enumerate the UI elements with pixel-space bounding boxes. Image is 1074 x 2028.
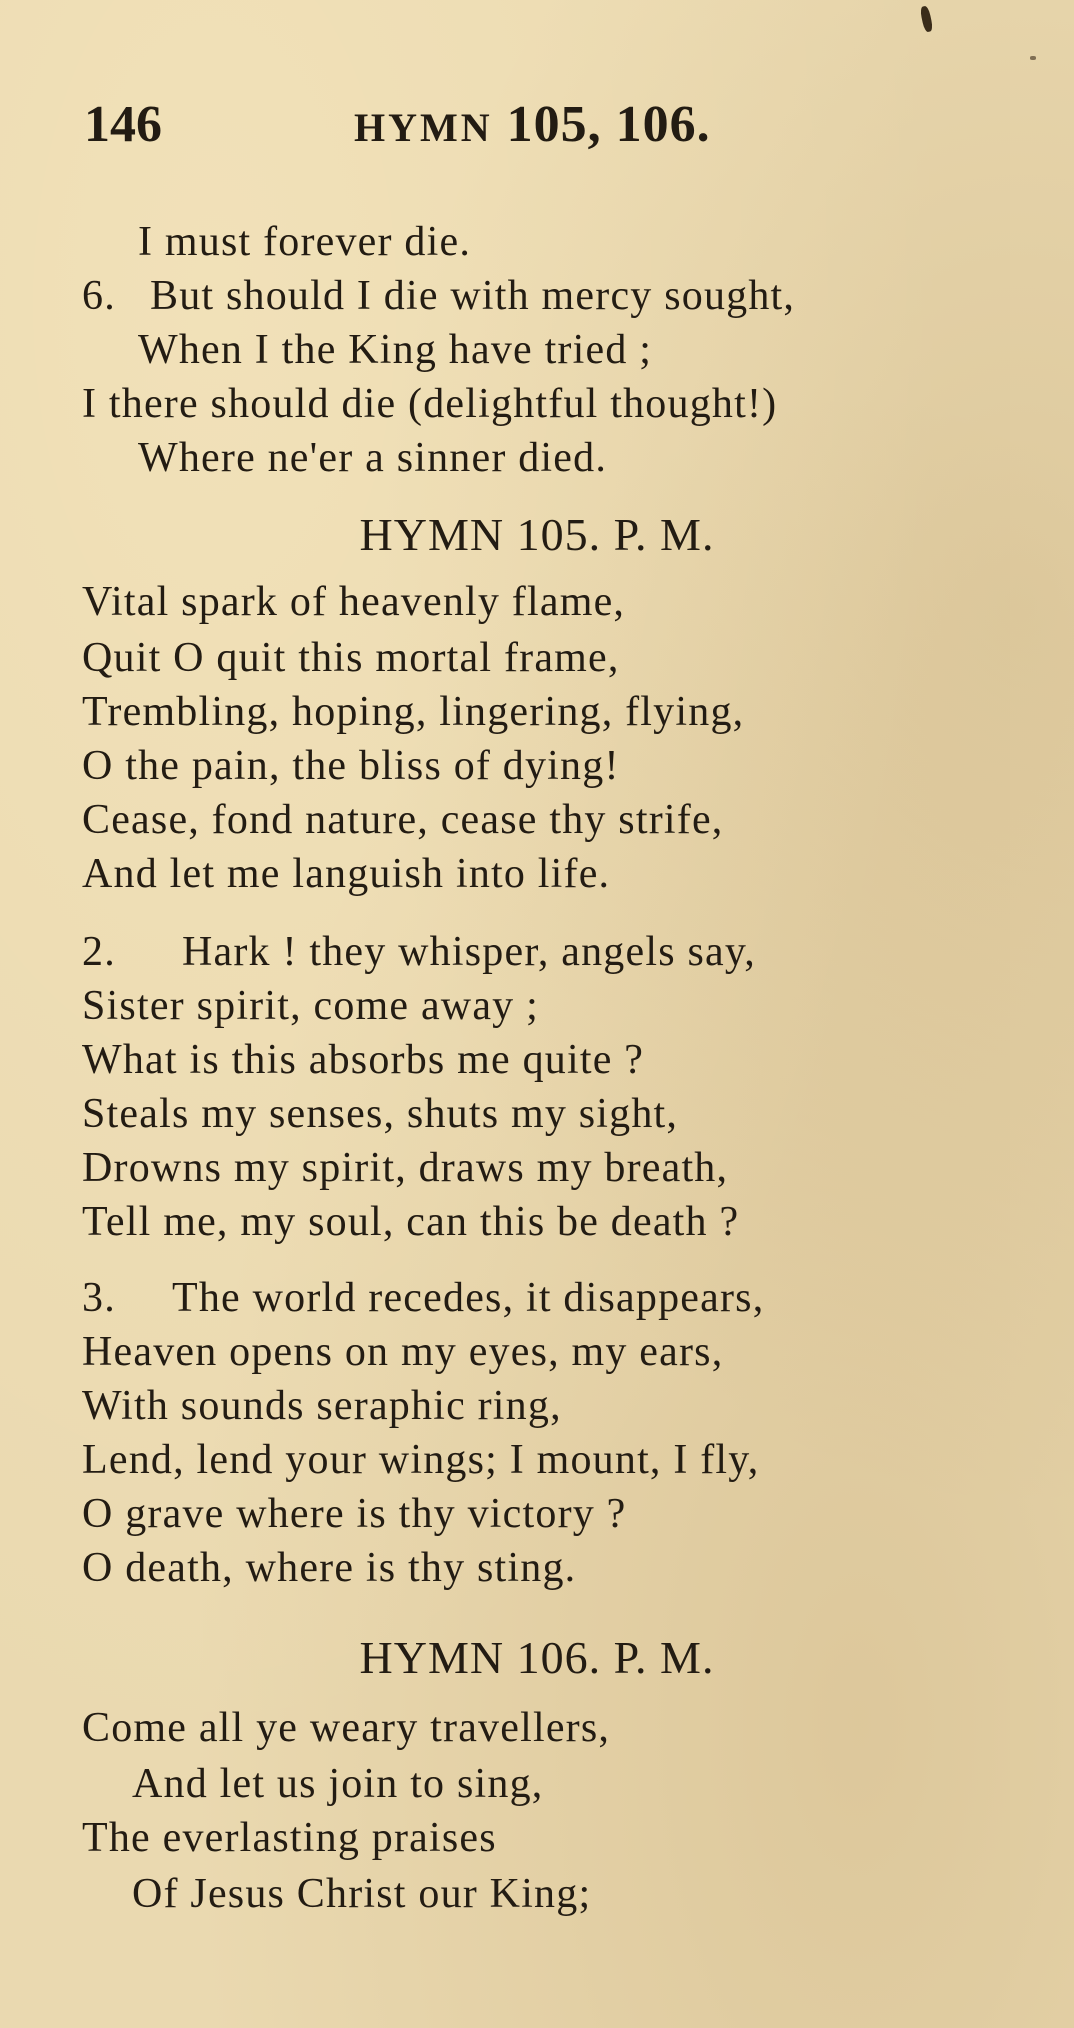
verse-line: I there should die (delightful thought!) — [82, 381, 778, 427]
verse-line: Heaven opens on my eyes, my ears, — [82, 1329, 724, 1375]
stanza-number: 2. — [82, 929, 116, 975]
verse-line: Of Jesus Christ our King; — [132, 1871, 592, 1917]
verse-line: Steals my senses, shuts my sight, — [82, 1091, 679, 1137]
verse-line: Vital spark of heavenly flame, — [82, 579, 626, 625]
verse-text: Hark ! they whisper, angels say, — [182, 929, 757, 975]
page-header — [84, 90, 984, 160]
verse-line — [82, 268, 795, 324]
verse-line: Where ne'er a sinner died. — [138, 435, 608, 481]
verse-line: Cease, fond nature, cease thy strife, — [82, 797, 724, 843]
verse-line: When I the King have tried ; — [138, 327, 653, 373]
running-title — [354, 90, 711, 163]
verse-line: And let us join to sing, — [132, 1761, 544, 1807]
ink-blot — [919, 5, 933, 32]
hymn-106-title: HYMN 106. P. M. — [359, 1632, 715, 1683]
verse-line: What is this absorbs me quite ? — [82, 1037, 645, 1083]
verse-line: Quit O quit this mortal frame, — [82, 635, 620, 681]
verse-line — [82, 924, 756, 980]
verse-line: I must forever die. — [138, 219, 472, 265]
running-title-numbers: 105, 106. — [506, 96, 711, 153]
verse-line: Come all ye weary travellers, — [82, 1705, 611, 1751]
verse-line — [82, 1270, 764, 1326]
verse-text: The world recedes, it disappears, — [172, 1275, 765, 1321]
ink-speck — [1030, 56, 1036, 60]
verse-line: O the pain, the bliss of dying! — [82, 743, 620, 789]
verse-line: Trembling, hoping, lingering, flying, — [82, 689, 745, 735]
page-number: 146 — [84, 96, 162, 153]
verse-line: And let me languish into life. — [82, 851, 611, 897]
verse-line: Tell me, my soul, can this be death ? — [82, 1199, 740, 1245]
verse-line: The everlasting praises — [82, 1815, 497, 1861]
stanza-number: 6. — [82, 273, 116, 319]
verse-line: Lend, lend your wings; I mount, I fly, — [82, 1437, 760, 1483]
verse-line: Drowns my spirit, draws my breath, — [82, 1145, 729, 1191]
verse-line: Sister spirit, come away ; — [82, 983, 539, 1029]
hymn-105-title: HYMN 105. P. M. — [359, 509, 715, 560]
stanza-number: 3. — [82, 1275, 116, 1321]
verse-line: O grave where is thy victory ? — [82, 1491, 627, 1537]
verse-line: O death, where is thy sting. — [82, 1545, 577, 1591]
verse-text: But should I die with mercy sought, — [150, 273, 796, 319]
verse-line: With sounds seraphic ring, — [82, 1383, 562, 1429]
running-title-word: HYMN — [354, 105, 493, 150]
